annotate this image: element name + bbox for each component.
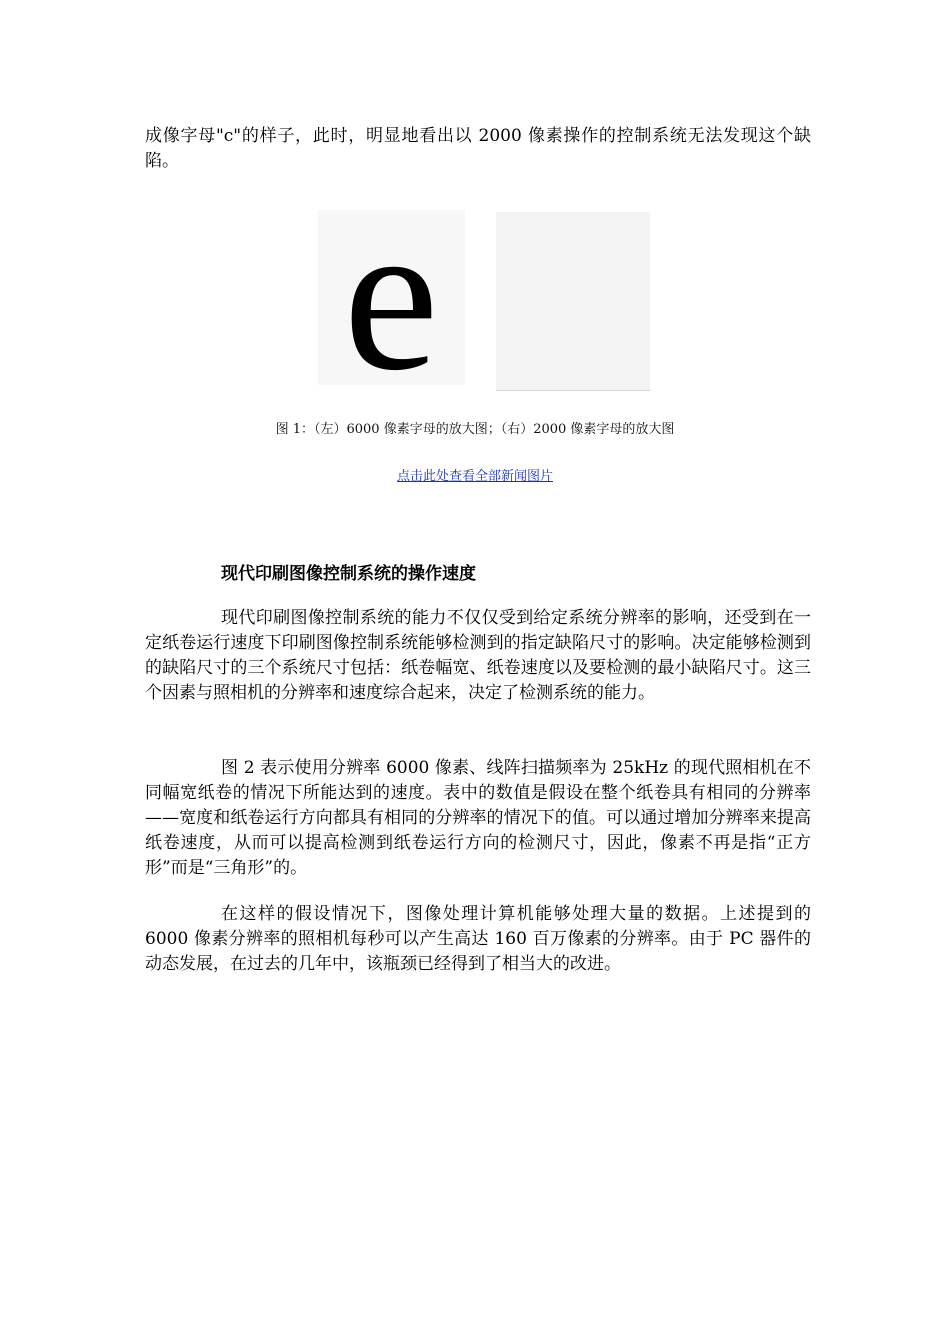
body-paragraph-2: 图 2 表示使用分辨率 6000 像素、线阵扫描频率为 25kHz 的现代照相机在不同幅宽纸卷的情况下所能达到的速度。表中的数值是假设在整个纸卷具有相同的分辨率——宽度和纸卷运行方向都具有相同的分辨率的情况下的值。可以通过增加分辨率来提高纸卷速度，从而可以提高检测到纸卷运行方向的检测尺寸，因此，像素不再是指“正方形”而是“三角形”的。 (145, 758, 811, 878)
letter-e-smooth-graphic (318, 210, 465, 385)
figure-right-2000px-image (496, 212, 650, 391)
letter-e-pixelated-graphic (496, 212, 650, 390)
letter-e-pixelated: e (524, 212, 620, 390)
figure-1 (0, 210, 950, 395)
figure-caption: 图 1：（左）6000 像素字母的放大图；（右）2000 像素字母的放大图 (275, 422, 675, 437)
intro-paragraph: 成像字母"c"的样子，此时，明显地看出以 2000 像素操作的控制系统无法发现这个缺陷。 (145, 126, 811, 171)
figure-left-6000px-image (318, 210, 465, 385)
section-heading: 现代印刷图像控制系统的操作速度 (221, 564, 476, 584)
body-paragraph-3: 在这样的假设情况下，图像处理计算机能够处理大量的数据。上述提到的 6000 像素分辨率的照相机每秒可以产生高达 160 百万像素的分辨率。由于 PC 器件的动态发展，在过去的几年中，该瓶颈已经得到了相当大的改进。 (145, 904, 811, 974)
view-all-news-images-link[interactable]: 点击此处查看全部新闻图片 (396, 469, 553, 484)
body-paragraph-1: 现代印刷图像控制系统的能力不仅仅受到给定系统分辨率的影响，还受到在一定纸卷运行速度下印刷图像控制系统能够检测到的指定缺陷尺寸的影响。决定能够检测到的缺陷尺寸的三个系统尺寸包括：纸卷幅宽、纸卷速度以及要检测的最小缺陷尺寸。这三个因素与照相机的分辨率和速度综合起来，决定了检测系统的能力。 (145, 608, 811, 703)
view-all-images-link-container (0, 467, 950, 487)
letter-e-smooth: e (343, 210, 439, 385)
